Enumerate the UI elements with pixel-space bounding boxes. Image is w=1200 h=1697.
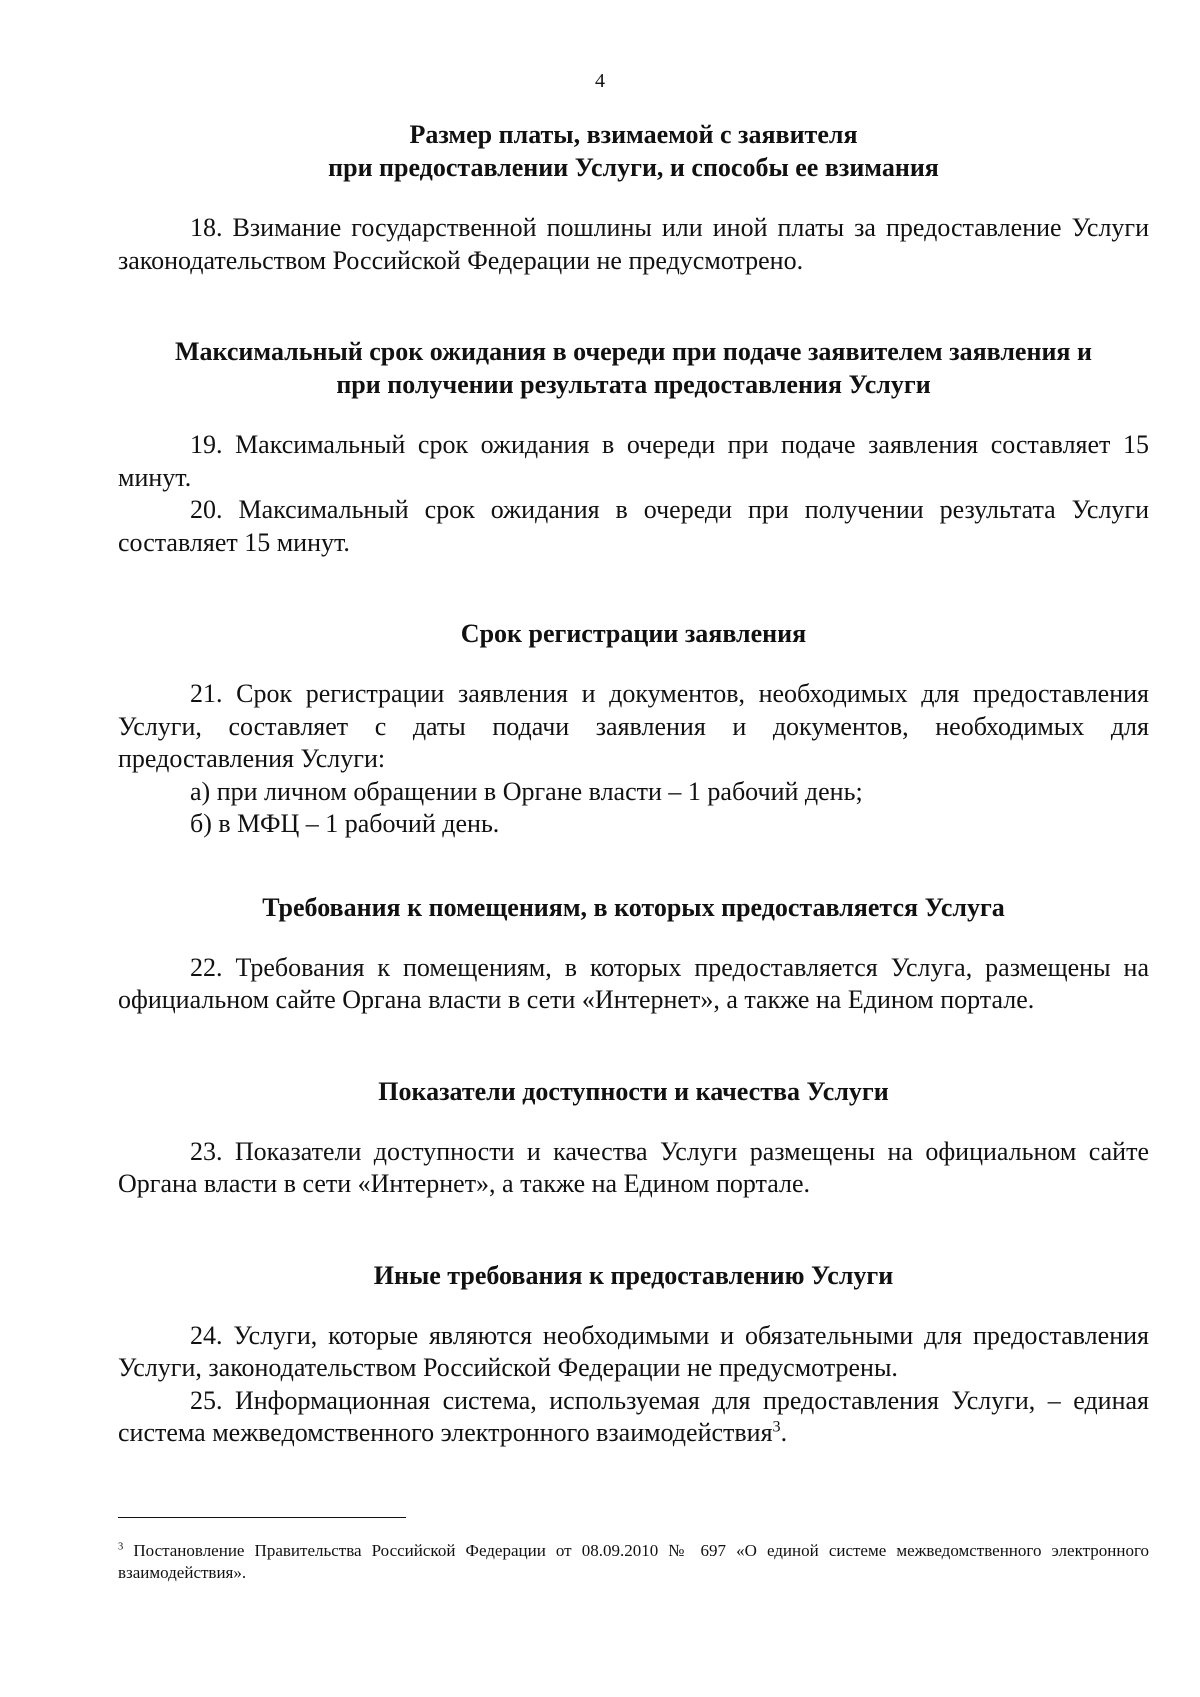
section-heading: [118, 1259, 1149, 1292]
heading-line: Иные требования к предоставлению Услуги: [373, 1260, 894, 1290]
paragraph-21: 21. Срок регистрации заявления и документов, необходимых для предоставления Услуги, составляет с даты подачи заявления и документов, необходимых для предоставления Услуги:: [118, 679, 1149, 773]
heading-line: при предоставлении Услуги, и способы ее взимания: [328, 153, 939, 182]
section-heading: [118, 891, 1149, 924]
section-other-requirements: [118, 1259, 1149, 1450]
list-item-b: б) в МФЦ – 1 рабочий день.: [190, 809, 500, 838]
footnote: [118, 1540, 1149, 1584]
paragraph-18: 18. Взимание государственной пошлины или иной платы за предоставление Услуги законодательством Российской Федерации не предусмотрено.: [118, 213, 1149, 275]
section-premises: [118, 891, 1149, 1017]
section-fee: [118, 118, 1149, 277]
paragraph-22: 22. Требования к помещениям, в которых предоставляется Услуга, размещены на официальном сайте Органа власти в сети «Интернет», а также на Едином портале.: [118, 952, 1149, 1014]
section-heading: [118, 617, 1149, 650]
list-item-a: а) при личном обращении в Органе власти – 1 рабочий день;: [190, 776, 863, 806]
heading-line: Максимальный срок ожидания в очереди при подаче заявителем заявления и: [175, 337, 1092, 366]
section-heading: [118, 118, 1149, 184]
footnote-marker: 3: [118, 1541, 124, 1553]
footnote-reference[interactable]: 3: [772, 1418, 781, 1436]
footnote-text: Постановление Правительства Российской Федерации от 08.09.2010 № 697 «О единой системе межведомственного электронного взаимодействия».: [118, 1541, 1149, 1582]
heading-line: Размер платы, взимаемой с заявителя: [409, 120, 858, 149]
section-quality-indicators: [118, 1075, 1149, 1201]
section-queue-wait: [118, 335, 1149, 559]
footnote-separator: [118, 1517, 406, 1518]
paragraph-20: 20. Максимальный срок ожидания в очереди при получении результата Услуги составляет 15 минут.: [118, 495, 1149, 557]
section-heading: [118, 1075, 1149, 1108]
document-body: [118, 118, 1149, 1450]
page-number: 4: [595, 70, 605, 92]
paragraph-23: 23. Показатели доступности и качества Услуги размещены на официальном сайте Органа власти в сети «Интернет», а также на Едином портале.: [118, 1136, 1149, 1198]
paragraph-19: 19. Максимальный срок ожидания в очереди при подаче заявления составляет 15 минут.: [118, 430, 1149, 492]
paragraph-25-tail: .: [780, 1418, 788, 1447]
heading-line: Показатели доступности и качества Услуги: [378, 1076, 889, 1106]
heading-line: Срок регистрации заявления: [460, 619, 807, 648]
heading-line: Требования к помещениям, в которых предоставляется Услуга: [262, 892, 1005, 922]
paragraph-25: [118, 1385, 1149, 1450]
section-heading: [118, 335, 1149, 401]
heading-line: при получении результата предоставления Услуги: [336, 370, 931, 399]
paragraph-25-text: 25. Информационная система, используемая для предоставления Услуги, – единая система межведомственного электронного взаимодействия: [118, 1385, 1149, 1447]
paragraph-24: 24. Услуги, которые являются необходимыми и обязательными для предоставления Услуги, законодательством Российской Федерации не предусмотрены.: [118, 1320, 1149, 1382]
section-registration: [118, 617, 1149, 841]
